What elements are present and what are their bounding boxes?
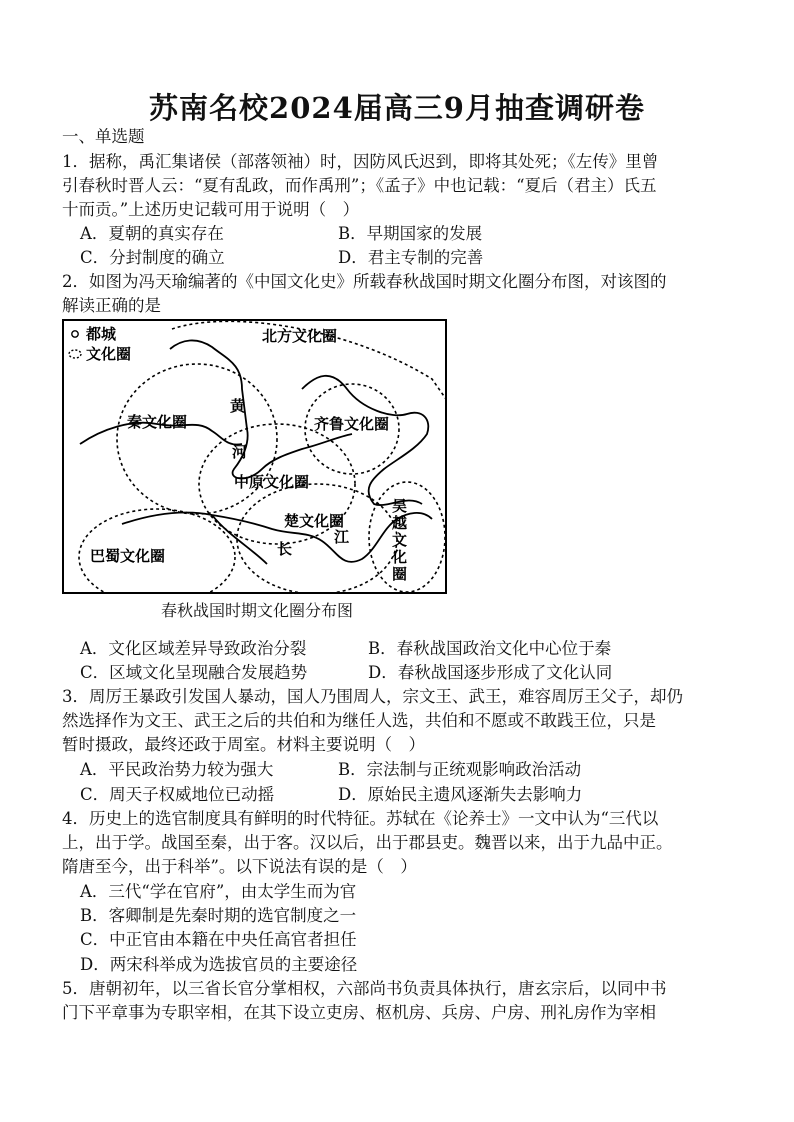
- label-he: 河: [232, 443, 248, 461]
- capital-legend-icon: [72, 331, 78, 337]
- label-zhongyuan: 中原文化圈: [234, 473, 310, 491]
- label-qin: 秦文化圈: [127, 413, 188, 431]
- label-wuyue-5: 圈: [392, 565, 408, 583]
- q4-option-b: B．客卿制是先秦时期的选官制度之一: [80, 906, 357, 925]
- q2-option-c: C．区域文化呈现融合发展趋势: [80, 663, 308, 682]
- q1-line-2: 引春秋时晋人云：“夏有乱政，而作禹刑”；《孟子》中也记载：“夏后（君主）氏五: [62, 176, 657, 195]
- label-bashu: 巴蜀文化圈: [90, 547, 166, 565]
- q2-option-b: B．春秋战国政治文化中心位于秦: [368, 639, 612, 658]
- label-qilu: 齐鲁文化圈: [314, 415, 390, 433]
- label-jiang: 江: [334, 528, 350, 546]
- q1-option-d: D．君主专制的完善: [338, 248, 484, 267]
- q1-option-a: A．夏朝的真实存在: [80, 224, 224, 243]
- q5-line-1: 5．唐朝初年，以三省长官分掌相权，六部尚书负责具体执行，唐玄宗后，以同中书: [62, 979, 667, 998]
- q4-option-c: C．中正官由本籍在中央任高官者担任: [80, 930, 357, 949]
- q2-option-a: A．文化区域差异导致政治分裂: [80, 639, 307, 658]
- label-chang: 长: [277, 540, 293, 558]
- q3-option-d: D．原始民主遗风逐渐失去影响力: [338, 785, 583, 804]
- q3-line-2: 然选择作为文王、武王之后的共伯和为继任人选，共伯和不愿或不敢践王位，只是: [62, 711, 656, 730]
- label-chu: 楚文化圈: [284, 512, 345, 530]
- q3-line-3: 暂时摄政，最终还政于周室。材料主要说明（ ）: [62, 735, 425, 754]
- q4-option-d: D．两宋科举成为选拔官员的主要途径: [80, 955, 358, 974]
- q4-line-2: 上，出于学。战国至秦，出于客。汉以后，出于郡县吏。魏晋以来，出于九品中正。: [62, 833, 673, 852]
- q1-line-3: 十而贡。”上述历史记载可用于说明（ ）: [62, 200, 360, 219]
- q3-line-1: 3．周厉王暴政引发国人暴动，国人乃围周人，宗文王、武王，难容周厉王父子，却仍: [62, 687, 683, 706]
- label-north: 北方文化圈: [262, 327, 338, 345]
- q2-line-1: 2．如图为冯天瑜编著的《中国文化史》所载春秋战国时期文化圈分布图，对该图的: [62, 272, 667, 291]
- q3-option-c: C．周天子权威地位已动摇: [80, 785, 275, 804]
- label-wuyue-4: 化: [392, 548, 408, 566]
- label-huang: 黄: [230, 397, 246, 415]
- culture-circle-map: [62, 319, 447, 594]
- legend-capital: 都城: [86, 325, 117, 343]
- q1-line-1: 1．据称，禹汇集诸侯（部落领袖）时，因防风氏迟到，即将其处死；《左传》里曾: [62, 152, 659, 171]
- q3-option-b: B．宗法制与正统观影响政治活动: [338, 760, 582, 779]
- q1-option-c: C．分封制度的确立: [80, 248, 225, 267]
- label-wuyue-1: 吴: [392, 497, 408, 515]
- page-title: 苏南名校2024届高三9月抽查调研卷: [149, 91, 645, 125]
- legend-culture-circle: 文化圈: [86, 345, 132, 363]
- label-wuyue-2: 越: [392, 514, 408, 532]
- q4-option-a: A．三代“学在官府”，由太学生而为官: [80, 882, 357, 901]
- label-wuyue-3: 文: [392, 531, 408, 549]
- q1-option-b: B．早期国家的发展: [338, 224, 483, 243]
- q2-option-d: D．春秋战国逐步形成了文化认同: [368, 663, 613, 682]
- q5-line-2: 门下平章事为专职宰相，在其下设立吏房、枢机房、兵房、户房、刑礼房作为宰相: [62, 1003, 656, 1022]
- q4-line-1: 4．历史上的选官制度具有鲜明的时代特征。苏轼在《论养士》一文中认为“三代以: [62, 809, 659, 828]
- map-caption: 春秋战国时期文化圈分布图: [160, 601, 353, 620]
- q4-line-3: 隋唐至今，出于科举”。以下说法有误的是（ ）: [62, 857, 417, 876]
- q2-line-2: 解读正确的是: [62, 296, 161, 315]
- q3-option-a: A．平民政治势力较为强大: [80, 760, 274, 779]
- section-heading: 一、单选题: [62, 127, 145, 146]
